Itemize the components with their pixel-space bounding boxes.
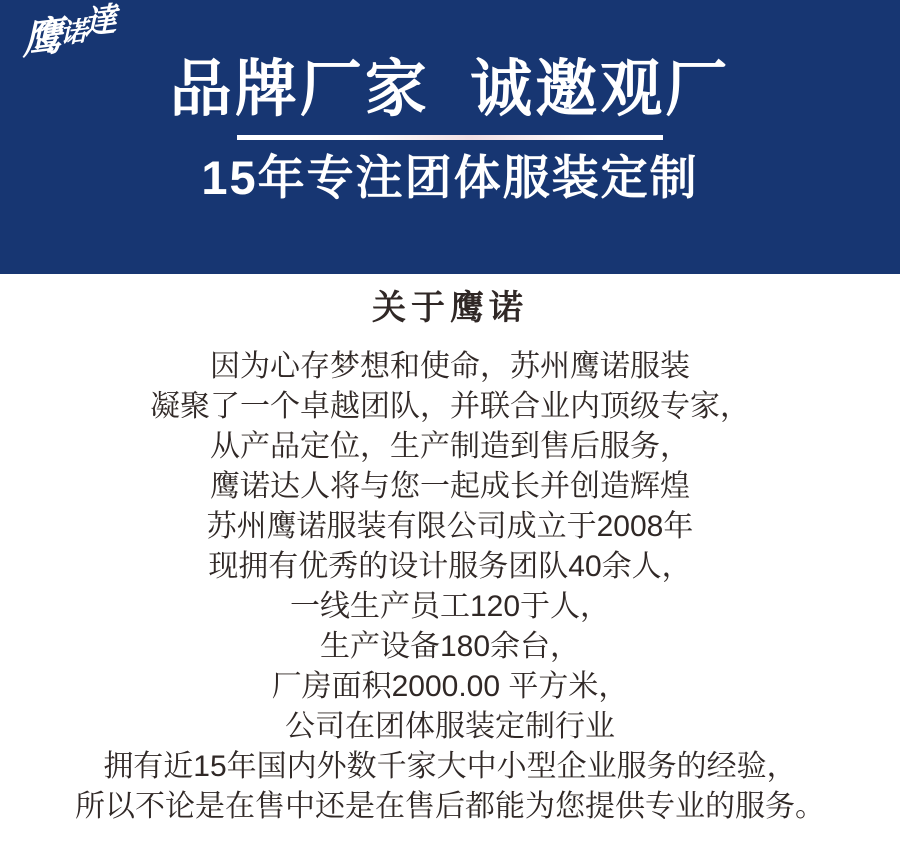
about-text-line: 凝聚了一个卓越团队，并联合业内顶级专家， <box>150 390 750 424</box>
about-text-line: 拥有近15年国内外数千家大中小型企业服务的经验， <box>103 750 797 784</box>
about-text-line: 现拥有优秀的设计服务团队40余人， <box>208 550 692 584</box>
about-text-line: 鹰诺达人将与您一起成长并创造辉煌 <box>210 470 690 504</box>
about-text-line: 公司在团体服装定制行业 <box>285 710 615 744</box>
banner-subtitle: 15年专注团体服装定制 <box>201 151 699 205</box>
brand-logo-char: 達 <box>83 0 117 42</box>
about-text-line: 苏州鹰诺服装有限公司成立于2008年 <box>206 510 694 544</box>
about-text-line: 因为心存梦想和使命，苏州鹰诺服装 <box>210 350 690 384</box>
banner-divider <box>237 135 663 140</box>
about-text-line: 厂房面积2000.00 平方米， <box>271 670 629 704</box>
brand-logo-char: 鹰 <box>22 13 63 63</box>
about-heading: 关于鹰诺 <box>372 289 528 327</box>
about-text-line: 生产设备180余台， <box>319 630 581 664</box>
about-text-line: 从产品定位，生产制造到售后服务， <box>210 430 690 464</box>
header-banner <box>0 0 900 274</box>
banner-title: 品牌厂家 诚邀观厂 <box>169 55 731 124</box>
about-text-line: 一线生产员工120于人， <box>289 590 611 624</box>
about-section <box>15 290 885 827</box>
brand-logo-char: 诺 <box>59 15 88 50</box>
about-text-line: 所以不论是在售中还是在售后都能为您提供专业的服务。 <box>75 790 825 824</box>
about-paragraph <box>15 347 885 827</box>
